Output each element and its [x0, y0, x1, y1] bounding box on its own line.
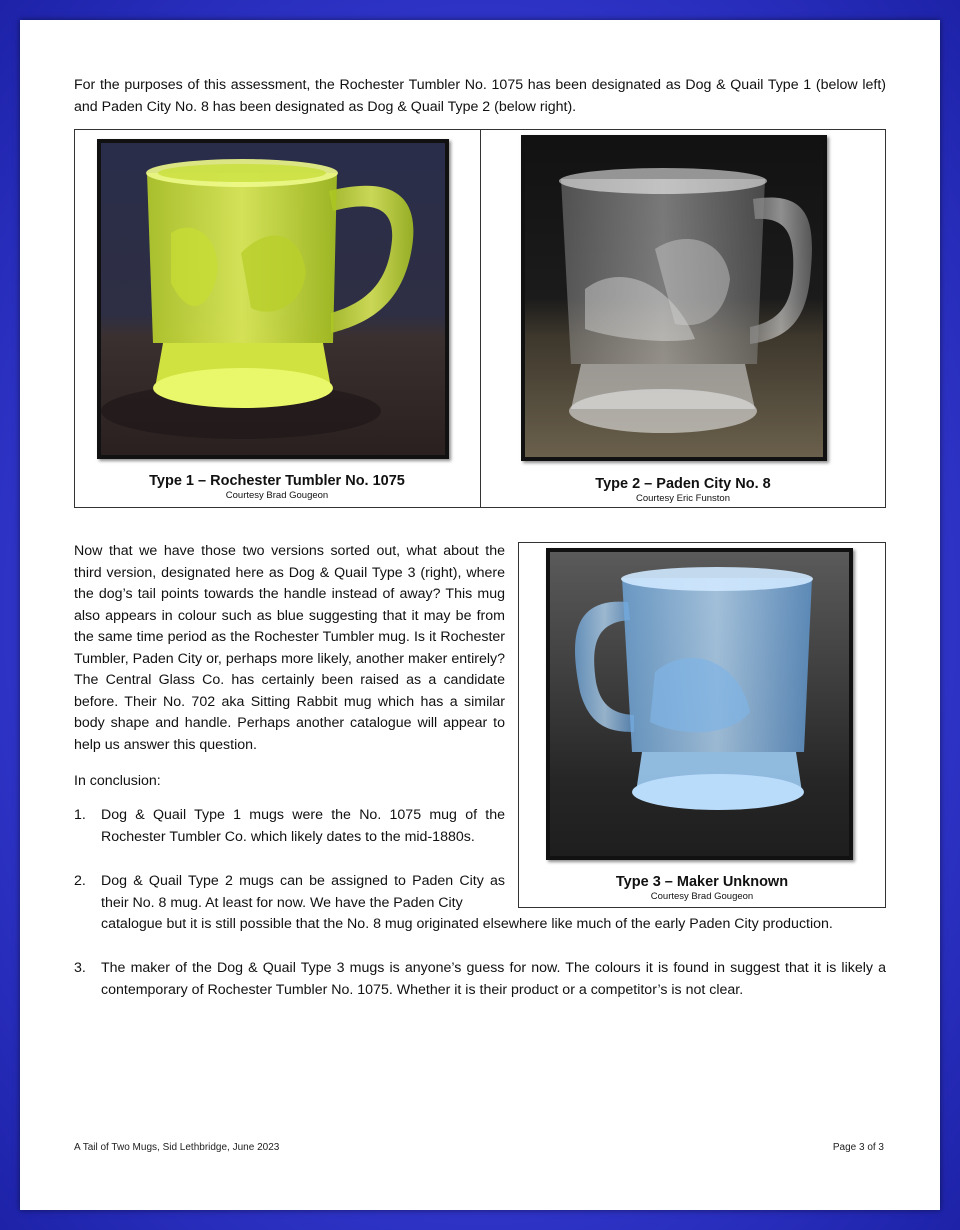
type1-mug-photo: [97, 139, 449, 459]
type1-caption: [97, 472, 457, 502]
type1-title: Type 1 – Rochester Tumbler No. 1075: [149, 473, 405, 489]
type3-credit: Courtesy Brad Gougeon: [650, 891, 754, 902]
type3-mug-photo: [546, 548, 853, 860]
list-text: Dog & Quail Type 1 mugs were the No. 1075 mug of the Rochester Tumbler Co. which likely dates to the mid-1880s.: [101, 807, 505, 845]
type3-title: Type 3 – Maker Unknown: [615, 874, 789, 890]
list-number: 1.: [74, 807, 86, 823]
type3-mug-image: [550, 552, 849, 856]
conclusion-heading: In conclusion:: [74, 773, 161, 789]
list-text-continued: catalogue but it is still possible that the No. 8 mug originated elsewhere like much of the early Paden City production.: [101, 916, 833, 932]
list-text: Dog & Quail Type 2 mugs can be assigned to Paden City as their No. 8 mug. At least for now. We have the Paden City: [101, 873, 505, 911]
list-number: 2.: [74, 873, 86, 889]
list-number: 3.: [74, 960, 86, 976]
body-paragraph: Now that we have those two versions sorted out, what about the third version, designated here as Dog & Quail Type 3 (right), where the dog’s tail points towards the handle instead of away? This mug also appears in colour such as blue suggesting that it may be from the same time period as the Rochester Tumbler mug. Is it Rochester Tumbler, Paden City or, perhaps more likely, another maker entirely? The Central Glass Co. has certainly been raised as a candidate before. Their No. 702 aka Sitting Rabbit mug which has a similar body shape and handle. Perhaps another catalogue will appear to help us answer this question.: [74, 543, 505, 753]
type2-credit: Courtesy Eric Funston: [636, 493, 730, 504]
type2-caption: [481, 475, 885, 505]
document-page: [20, 20, 940, 1210]
list-text: The maker of the Dog & Quail Type 3 mugs is anyone’s guess for now. The colours it is found in suggest that it is likely a contemporary of Rochester Tumbler No. 1075. Whether it is their product or a competitor’s is not clear.: [101, 960, 886, 998]
type1-credit: Courtesy Brad Gougeon: [225, 490, 329, 501]
comparison-table: [74, 129, 886, 508]
list-item: [74, 871, 886, 936]
type2-mug-image: [525, 139, 823, 457]
page-number: Page 3 of 3: [832, 1142, 884, 1153]
type2-title: Type 2 – Paden City No. 8: [595, 476, 771, 492]
type1-mug-image: [101, 143, 445, 455]
type2-mug-photo: [521, 135, 827, 461]
intro-paragraph: For the purposes of this assessment, the Rochester Tumbler No. 1075 has been designated as Dog & Quail Type 1 (below left) and Paden City No. 8 has been designated as Dog & Quail Type 2 (below right).: [74, 77, 886, 115]
list-item: [74, 958, 886, 1001]
table-divider: [480, 130, 481, 507]
footer-left: A Tail of Two Mugs, Sid Lethbridge, June 2023: [74, 1142, 280, 1153]
type3-figure-box: [518, 542, 886, 908]
list-item: [74, 805, 505, 848]
